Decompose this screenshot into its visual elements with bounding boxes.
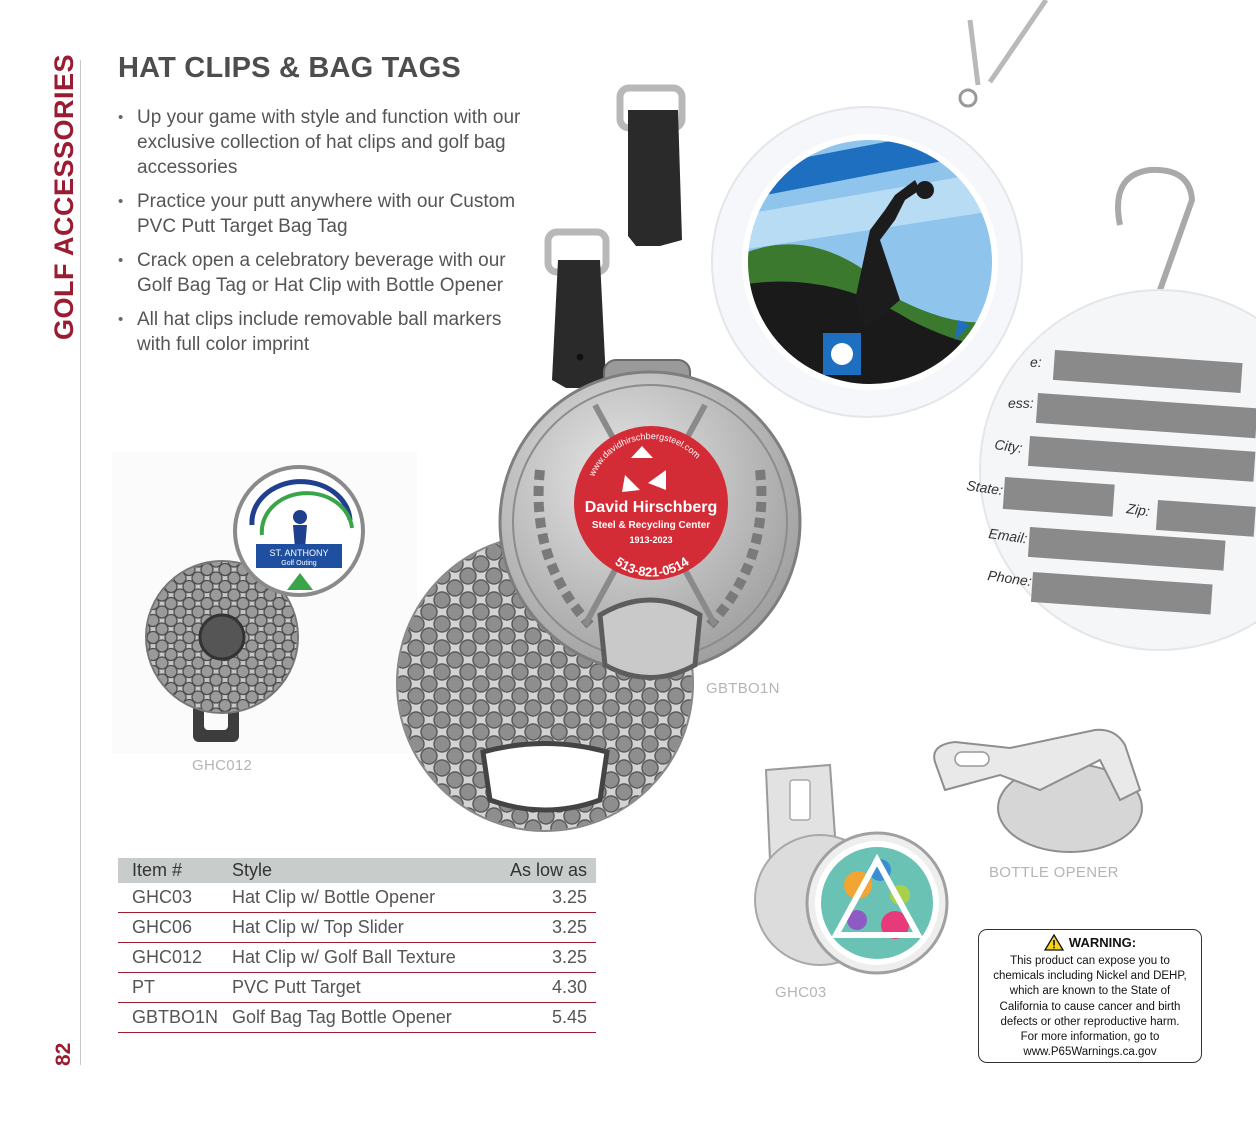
medallion-phone <box>613 553 693 579</box>
cell-price: 5.45 <box>484 1003 596 1033</box>
marker-imprint-line2: Golf Outing <box>281 560 317 567</box>
cell-style: PVC Putt Target <box>232 973 484 1003</box>
cell-price: 3.25 <box>484 883 596 913</box>
table-row <box>118 883 596 913</box>
marker-imprint-line1: ST. ANTHONY <box>269 548 329 558</box>
medallion-url-text: www.davidhirschbergsteel.com <box>586 431 703 478</box>
prop65-warning-box <box>978 929 1202 1063</box>
table-row <box>118 973 596 1003</box>
cell-style: Golf Bag Tag Bottle Opener <box>232 1003 484 1033</box>
table-row <box>118 913 596 943</box>
warning-body <box>979 954 1201 1060</box>
warning-line: chemicals including Nickel and DEHP, <box>993 970 1187 983</box>
warning-heading <box>979 934 1201 951</box>
cell-item: GHC012 <box>118 943 232 973</box>
label-ghc03: GHC03 <box>775 984 827 1001</box>
page-heading: HAT CLIPS & BAG TAGS <box>118 52 461 84</box>
tag-field-email-label: Email: <box>987 525 1029 547</box>
cell-item: PT <box>118 973 232 1003</box>
medallion-phone-text: 513-821-0514 <box>612 553 692 580</box>
tag-field-state-label: State: <box>965 477 1005 499</box>
label-ghc012: GHC012 <box>192 757 253 774</box>
col-header-style: Style <box>232 858 484 883</box>
cell-price: 3.25 <box>484 943 596 973</box>
cell-style: Hat Clip w/ Top Slider <box>232 913 484 943</box>
medallion-name: David Hirschberg <box>584 499 718 516</box>
warning-line: which are known to the State of <box>1009 985 1171 998</box>
col-header-price: As low as <box>484 858 596 883</box>
warning-line: For more information, go to <box>1020 1031 1160 1044</box>
cell-price: 3.25 <box>484 913 596 943</box>
table-row <box>118 943 596 973</box>
price-table <box>118 858 596 1033</box>
feature-item: • Practice your putt anywhere with our Custom PVC Putt Target Bag Tag <box>118 189 528 239</box>
medallion-subtitle: Steel & Recycling Center <box>591 520 711 531</box>
warning-line: defects or other reproductive harm. <box>1000 1015 1180 1028</box>
warning-line: California to cause cancer and birth <box>999 1000 1181 1013</box>
table-row <box>118 1003 596 1033</box>
warning-triangle-icon <box>1044 934 1064 951</box>
cell-item: GHC03 <box>118 883 232 913</box>
table-header-row <box>118 858 596 883</box>
label-bottle-opener: BOTTLE OPENER <box>989 864 1119 881</box>
cell-item: GBTBO1N <box>118 1003 232 1033</box>
medallion-url <box>586 431 702 479</box>
feature-item: • Crack open a celebratory beverage with our Golf Bag Tag or Hat Clip with Bottle Opener <box>118 248 528 298</box>
page-number: 82 <box>52 1042 75 1066</box>
warning-link: www.P65Warnings.ca.gov <box>1023 1046 1157 1059</box>
cell-style: Hat Clip w/ Golf Ball Texture <box>232 943 484 973</box>
label-gbtbo1n: GBTBO1N <box>706 680 780 697</box>
col-header-item: Item # <box>118 858 232 883</box>
warning-title: WARNING: <box>1068 935 1137 950</box>
tag-field-phone-label: Phone: <box>986 567 1033 590</box>
tag-field-zip-label: Zip: <box>1125 500 1151 520</box>
tag-field-city-label: City: <box>993 436 1024 456</box>
tag-field-name-label: e: <box>1030 354 1042 370</box>
tag-field-address-label: ess: <box>1008 395 1034 411</box>
medallion-years: 1913-2023 <box>629 535 673 545</box>
warning-line: This product can expose you to <box>1010 955 1170 967</box>
cell-item: GHC06 <box>118 913 232 943</box>
feature-item: • Up your game with style and function with our exclusive collection of hat clips and golf bag accessories <box>118 105 528 180</box>
feature-item: • All hat clips include removable ball markers with full color imprint <box>118 307 528 357</box>
cell-style: Hat Clip w/ Bottle Opener <box>232 883 484 913</box>
section-title: GOLF ACCESSORIES <box>49 53 79 340</box>
cell-price: 4.30 <box>484 973 596 1003</box>
